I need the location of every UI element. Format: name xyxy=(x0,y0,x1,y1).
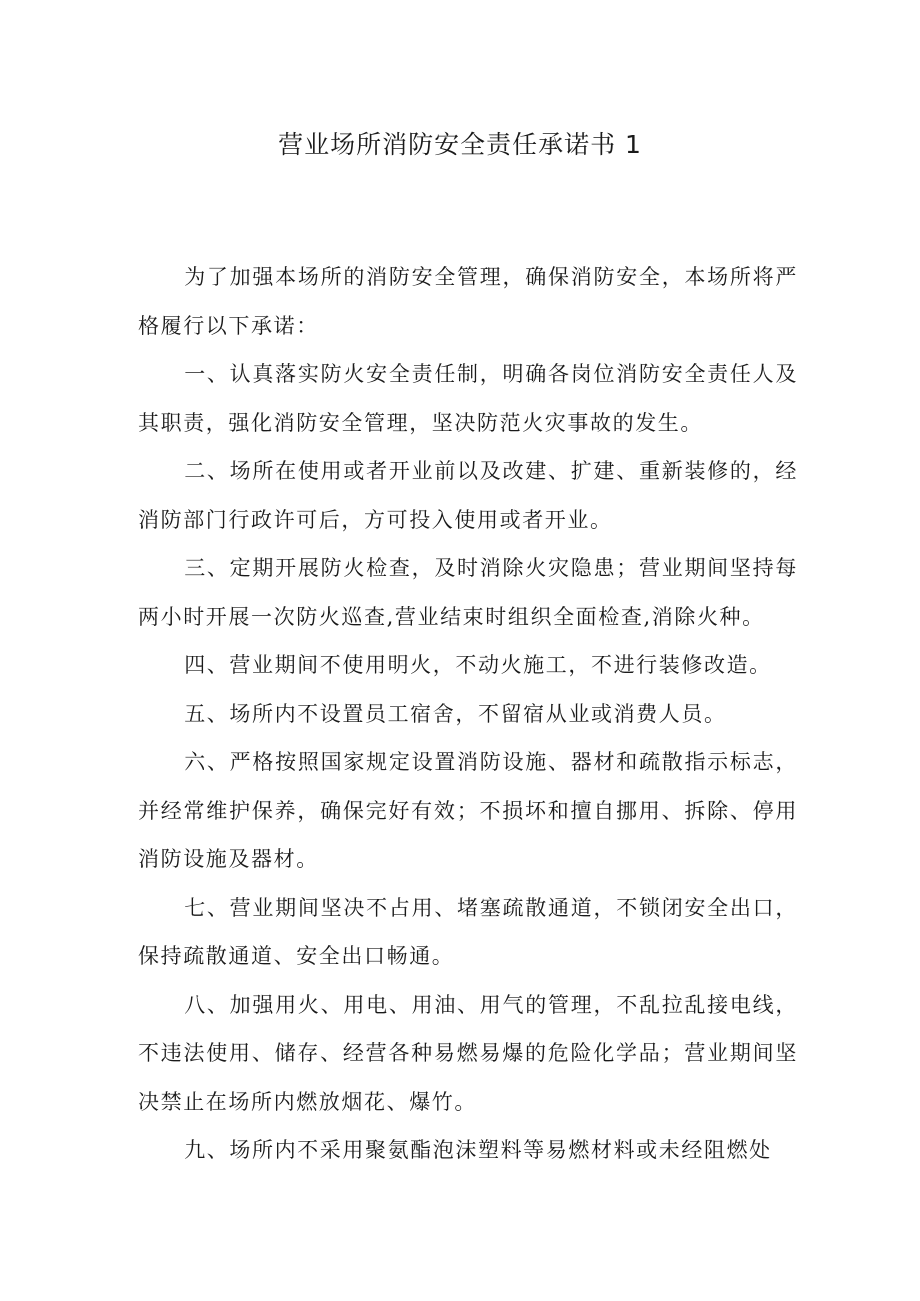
paragraph-item-7: 七、营业期间坚决不占用、堵塞疏散通道，不锁闭安全出口，保持疏散通道、安全出口畅通。 xyxy=(138,895,798,968)
paragraph-intro: 为了加强本场所的消防安全管理，确保消防安全，本场所将严格履行以下承诺： xyxy=(138,265,798,338)
paragraph-item-1: 一、认真落实防火安全责任制，明确各岗位消防安全责任人及其职责，强化消防安全管理，坚决防范火灾事故的发生。 xyxy=(138,362,798,435)
paragraph-item-4: 四、营业期间不使用明火，不动火施工，不进行装修改造。 xyxy=(184,653,772,677)
paragraph-item-5: 五、场所内不设置员工宿舍，不留宿从业或消费人员。 xyxy=(184,701,727,726)
page-title: 营业场所消防安全责任承诺书 1 xyxy=(278,130,642,159)
paragraph-item-6: 六、严格按照国家规定设置消防设施、器材和疏散指示标志，并经常维护保养，确保完好有效；不损坏和擅自挪用、拆除、停用消防设施及器材。 xyxy=(138,750,798,871)
paragraph-item-8: 八、加强用火、用电、用油、用气的管理，不乱拉乱接电线，不违法使用、储存、经营各种易燃易爆的危险化学品；营业期间坚决禁止在场所内燃放烟花、爆竹。 xyxy=(138,992,798,1114)
paragraph-item-9: 九、场所内不采用聚氨酯泡沫塑料等易燃材料或未经阻燃处 xyxy=(184,1138,772,1162)
paragraph-item-3: 三、定期开展防火检查，及时消除火灾隐患；营业期间坚持每两小时开展一次防火巡查,营业结束时组织全面检查,消除火种。 xyxy=(138,556,798,629)
paragraph-item-2: 二、场所在使用或者开业前以及改建、扩建、重新装修的，经消防部门行政许可后，方可投入使用或者开业。 xyxy=(138,459,798,532)
document-body xyxy=(138,253,798,1175)
